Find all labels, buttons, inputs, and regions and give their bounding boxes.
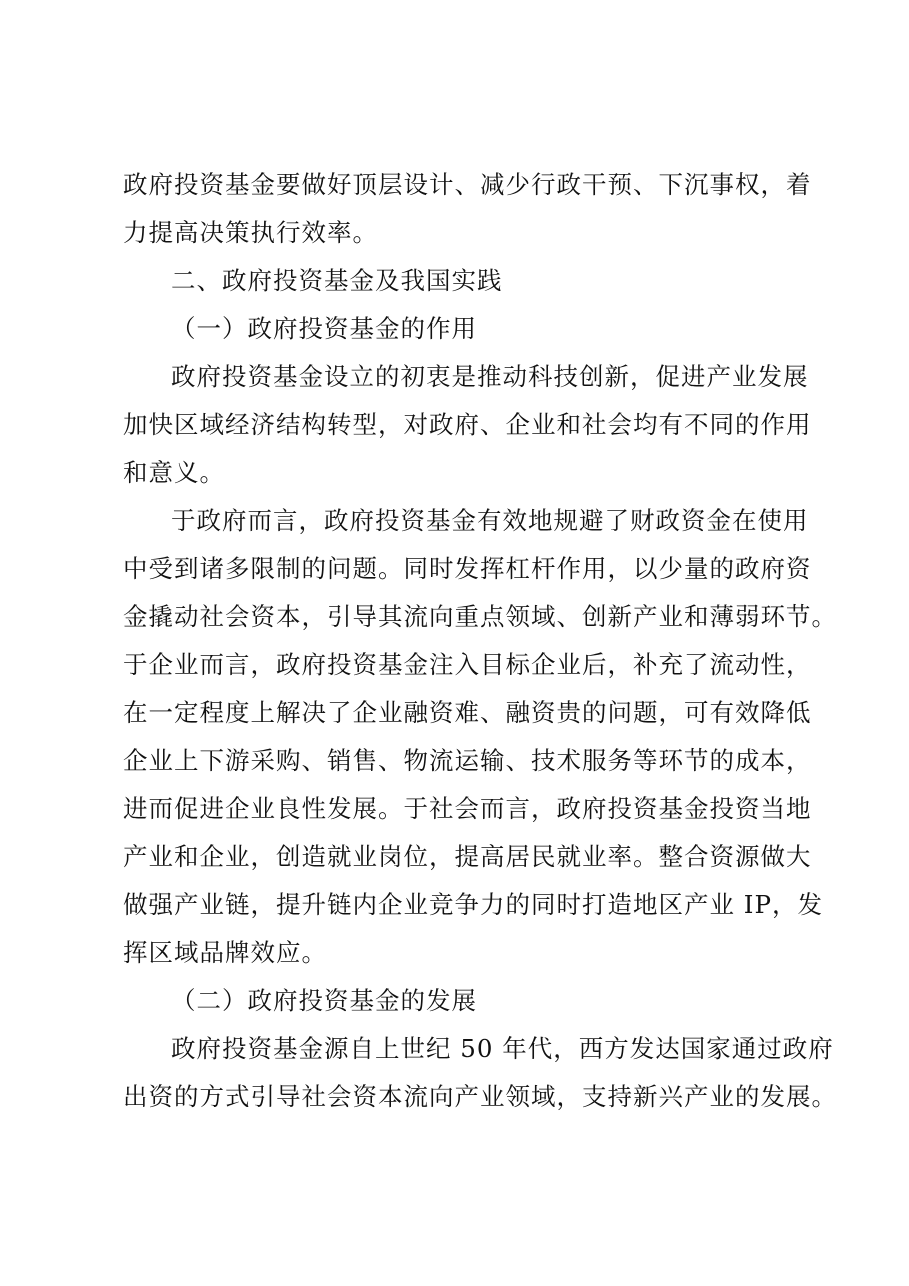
subsection-heading: （二）政府投资基金的发展 — [171, 986, 477, 1015]
paragraph-line: 产业和企业，创造就业岗位，提高居民就业率。整合资源做大 — [123, 842, 812, 871]
paragraph-line: 于企业而言，政府投资基金注入目标企业后，补充了流动性， — [123, 650, 812, 679]
paragraph-line: 政府投资基金要做好顶层设计、减少行政干预、下沉事权，着 — [123, 170, 812, 199]
subsection-heading: （一）政府投资基金的作用 — [171, 314, 477, 343]
paragraph-line: 于政府而言，政府投资基金有效地规避了财政资金在使用 — [171, 506, 809, 535]
paragraph-line: 力提高决策执行效率。 — [123, 218, 378, 247]
paragraph-line: 政府投资基金源自上世纪 50 年代，西方发达国家通过政府 — [171, 1034, 834, 1063]
paragraph-line: 做强产业链，提升链内企业竞争力的同时打造地区产业 IP，发 — [123, 890, 823, 919]
paragraph-line: 出资的方式引导社会资本流向产业领域，支持新兴产业的发展。 — [123, 1082, 837, 1111]
paragraph-line: 中受到诸多限制的问题。同时发挥杠杆作用，以少量的政府资 — [123, 554, 812, 583]
paragraph-line: 和意义。 — [123, 458, 225, 487]
paragraph-line: 挥区域品牌效应。 — [123, 938, 327, 967]
paragraph-line: 政府投资基金设立的初衷是推动科技创新，促进产业发展 — [171, 362, 809, 391]
paragraph-line: 进而促进企业良性发展。于社会而言，政府投资基金投资当地 — [123, 794, 812, 823]
section-heading: 二、政府投资基金及我国实践 — [171, 266, 503, 295]
paragraph-line: 金撬动社会资本，引导其流向重点领域、创新产业和薄弱环节。 — [123, 602, 837, 631]
paragraph-line: 加快区域经济结构转型，对政府、企业和社会均有不同的作用 — [123, 410, 812, 439]
paragraph-line: 企业上下游采购、销售、物流运输、技术服务等环节的成本， — [123, 746, 812, 775]
paragraph-line: 在一定程度上解决了企业融资难、融资贵的问题，可有效降低 — [123, 698, 812, 727]
